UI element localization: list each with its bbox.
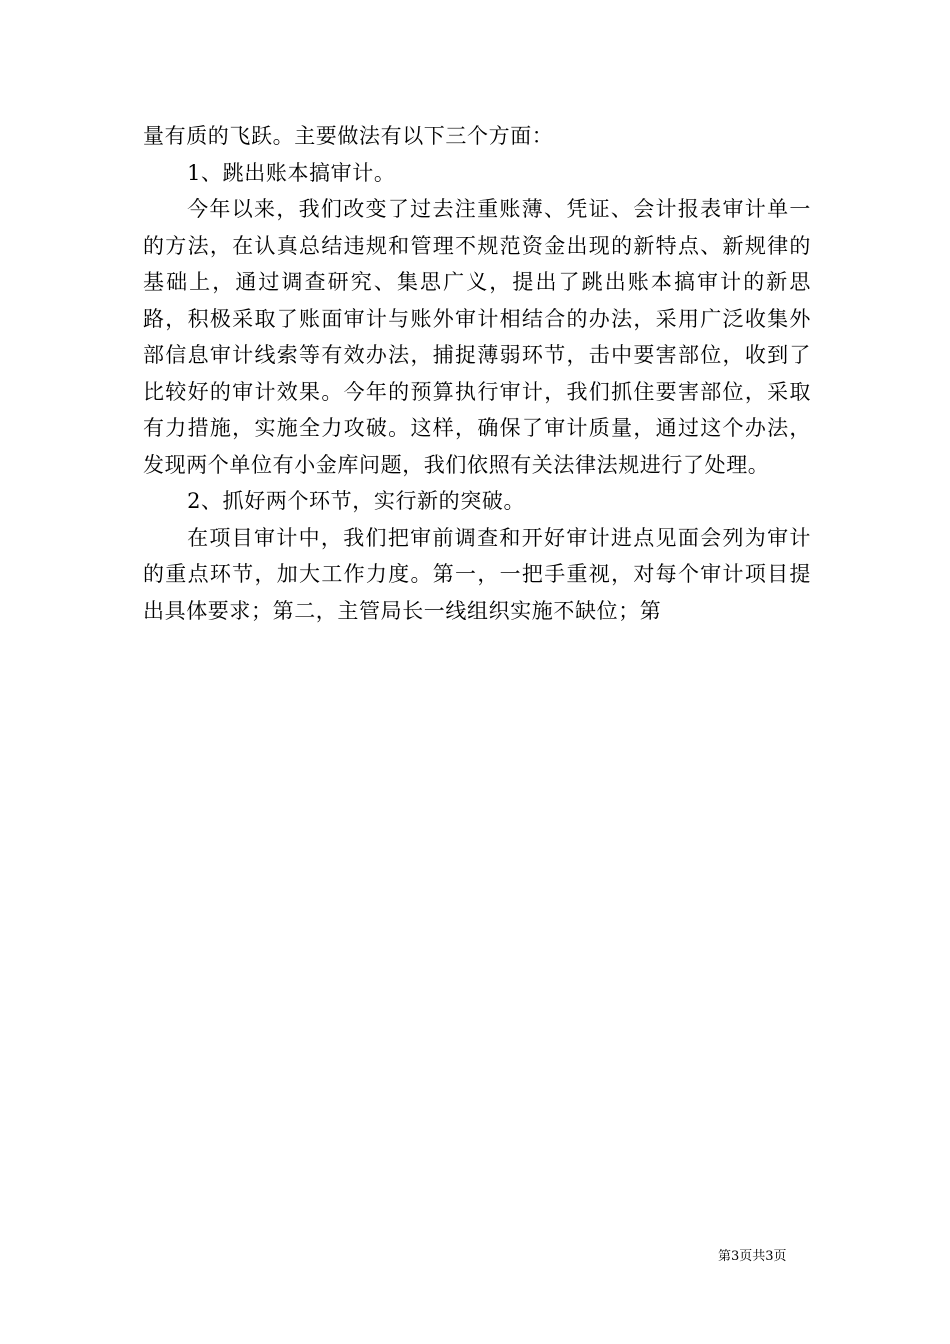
- paragraph-continuation: 量有质的飞跃。主要做法有以下三个方面：: [143, 124, 554, 148]
- paragraph-section-2: 在项目审计中，我们把审前调查和开好审计进点见面会列为审计的重点环节，加大工作力度。第一，一把手重视，对每个审计项目提出具体要求；第二，主管局长一线组织实施不缺位；第: [143, 525, 811, 623]
- page-number-footer: 第3页共3页: [718, 1249, 787, 1264]
- document-body: [143, 118, 811, 629]
- paragraph-section-1: 今年以来，我们改变了过去注重账薄、凭证、会计报表审计单一的方法，在认真总结违规和管理不规范资金出现的新特点、新规律的基础上，通过调查研究、集思广义，提出了跳出账本搞审计的新思路，积极采取了账面审计与账外审计相结合的办法，采用广泛收集外部信息审计线索等有效办法，捕捉薄弱环节，击中要害部位，收到了比较好的审计效果。今年的预算执行审计，我们抓住要害部位，采取有力措施，实施全力攻破。这样，确保了审计质量，通过这个办法，发现两个单位有小金库问题，我们依照有关法律法规进行了处理。: [143, 197, 811, 477]
- section-heading-2: 2、抓好两个环节，实行新的突破。: [187, 489, 526, 513]
- section-heading-1: 1、跳出账本搞审计。: [187, 160, 396, 185]
